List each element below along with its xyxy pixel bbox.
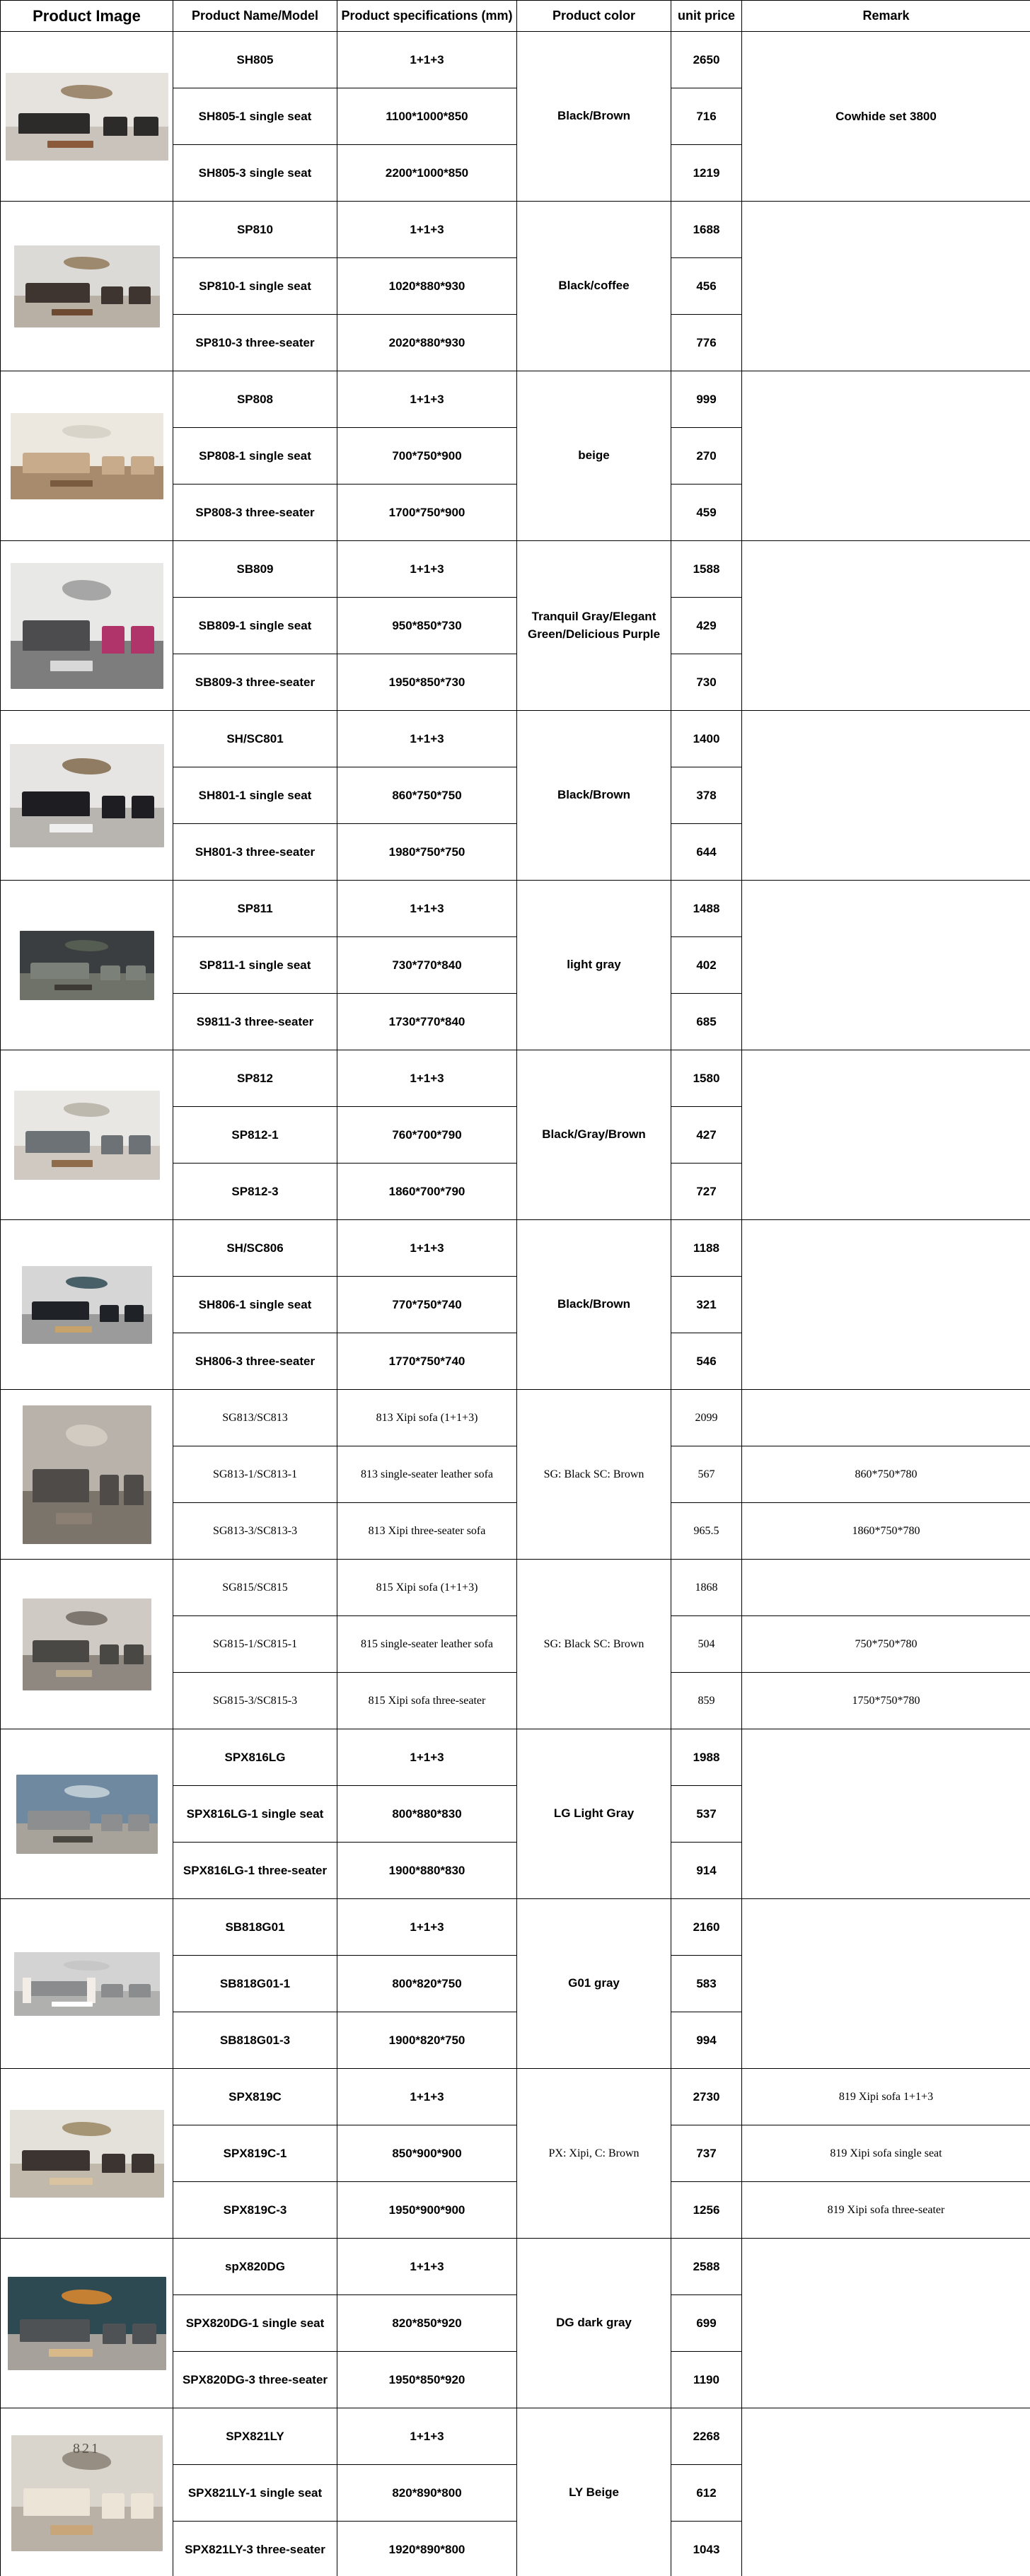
sofa-set-photo (11, 2435, 163, 2551)
product-spec: 730*770*840 (337, 937, 517, 994)
product-image-cell (1, 711, 173, 881)
product-spec: 1900*880*830 (337, 1843, 517, 1899)
single-seat-sofa (131, 2493, 154, 2519)
product-spec: 1+1+3 (337, 371, 517, 428)
sofa-armrest (23, 1978, 31, 2003)
unit-price: 914 (671, 1843, 742, 1899)
three-seater-sofa (33, 1469, 89, 1502)
product-spec: 950*850*730 (337, 598, 517, 654)
single-seat-sofa (129, 286, 151, 305)
remark (742, 711, 1030, 881)
unit-price: 456 (671, 258, 742, 315)
product-name: SG813-3/SC813-3 (173, 1503, 337, 1560)
sofa-set-photo (6, 73, 168, 161)
single-seat-sofa (126, 965, 146, 981)
single-seat-sofa (124, 1475, 143, 1505)
product-name: SH805 (173, 32, 337, 88)
product-color: SG: Black SC: Brown (517, 1390, 671, 1560)
coffee-table (50, 2525, 93, 2534)
product-spec: 1730*770*840 (337, 994, 517, 1050)
product-name: SB809-1 single seat (173, 598, 337, 654)
product-spec: 1770*750*740 (337, 1333, 517, 1390)
product-image-cell (1, 1050, 173, 1220)
sofa-set-photo (11, 413, 163, 499)
table-row (1, 1390, 1030, 1446)
product-spec: 1100*1000*850 (337, 88, 517, 145)
product-image-cell (1, 32, 173, 202)
table-row (1, 32, 1030, 88)
unit-price: 427 (671, 1107, 742, 1164)
product-spec: 820*890*800 (337, 2465, 517, 2522)
coffee-table (56, 1670, 92, 1677)
product-name: SH805-1 single seat (173, 88, 337, 145)
coffee-table (47, 141, 93, 148)
unit-price: 1588 (671, 541, 742, 598)
single-seat-sofa (100, 1644, 119, 1665)
product-spec: 1+1+3 (337, 2069, 517, 2125)
product-image-cell (1, 2069, 173, 2239)
table-row (1, 2069, 1030, 2125)
product-image-cell (1, 1899, 173, 2069)
unit-price: 1400 (671, 711, 742, 767)
product-spec: 1+1+3 (337, 202, 517, 258)
remark (742, 541, 1030, 711)
product-spec: 1+1+3 (337, 2239, 517, 2295)
remark: 819 Xipi sofa 1+1+3 (742, 2069, 1030, 2125)
single-seat-sofa (132, 2154, 155, 2173)
single-seat-sofa (100, 965, 121, 981)
product-spec: 1+1+3 (337, 1050, 517, 1107)
three-seater-sofa (28, 1811, 90, 1830)
table-row (1, 1050, 1030, 1107)
product-name: SP811 (173, 881, 337, 937)
remark: 819 Xipi sofa single seat (742, 2125, 1030, 2182)
product-name: SP810-3 three-seater (173, 315, 337, 371)
table-row (1, 711, 1030, 767)
unit-price: 859 (671, 1673, 742, 1729)
product-spec: 700*750*900 (337, 428, 517, 485)
unit-price: 2160 (671, 1899, 742, 1956)
product-spec: 813 Xipi three-seater sofa (337, 1503, 517, 1560)
product-image-cell (1, 2239, 173, 2408)
sofa-set-photo (23, 1405, 151, 1544)
coffee-table (52, 1160, 93, 1167)
single-seat-sofa (102, 2154, 125, 2173)
single-seat-sofa (101, 1814, 122, 1832)
product-image-cell (1, 881, 173, 1050)
remark (742, 371, 1030, 541)
product-color: Black/Brown (517, 32, 671, 202)
unit-price: 699 (671, 2295, 742, 2352)
single-seat-sofa (128, 1814, 149, 1832)
unit-price: 644 (671, 824, 742, 881)
three-seater-sofa (18, 113, 90, 134)
product-name: SG813-1/SC813-1 (173, 1446, 337, 1503)
product-image-cell (1, 1560, 173, 1729)
product-spec: 1+1+3 (337, 32, 517, 88)
product-spec: 2020*880*930 (337, 315, 517, 371)
three-seater-sofa (30, 963, 90, 980)
table-row (1, 2239, 1030, 2295)
photo-model-number: 821 (73, 2440, 100, 2456)
coffee-table (54, 985, 92, 990)
header-unit-price: unit price (671, 1, 742, 32)
product-name: SP810-1 single seat (173, 258, 337, 315)
product-spec: 1950*900*900 (337, 2182, 517, 2239)
product-name: SPX821LY-3 three-seater (173, 2522, 337, 2576)
single-seat-sofa (132, 796, 155, 818)
coffee-table (52, 2002, 93, 2007)
remark: 819 Xipi sofa three-seater (742, 2182, 1030, 2239)
table-row (1, 1899, 1030, 1956)
product-name: SG815-1/SC815-1 (173, 1616, 337, 1673)
product-name: SG815/SC815 (173, 1560, 337, 1616)
product-image-cell (1, 371, 173, 541)
unit-price: 1043 (671, 2522, 742, 2576)
single-seat-sofa (102, 626, 125, 654)
sofa-set-photo (14, 1091, 160, 1180)
header-product-color: Product color (517, 1, 671, 32)
product-name: SPX819C-1 (173, 2125, 337, 2182)
unit-price: 1188 (671, 1220, 742, 1277)
unit-price: 965.5 (671, 1503, 742, 1560)
remark: 750*750*780 (742, 1616, 1030, 1673)
product-color: G01 gray (517, 1899, 671, 2069)
unit-price: 716 (671, 88, 742, 145)
product-name: SB818G01 (173, 1899, 337, 1956)
unit-price: 776 (671, 315, 742, 371)
product-name: spX820DG (173, 2239, 337, 2295)
unit-price: 504 (671, 1616, 742, 1673)
product-name: SB809 (173, 541, 337, 598)
product-spec: 1+1+3 (337, 2408, 517, 2465)
three-seater-sofa (25, 1981, 90, 1997)
coffee-table (52, 309, 93, 315)
coffee-table (49, 2349, 93, 2357)
coffee-table (56, 1513, 92, 1524)
product-spec: 1950*850*730 (337, 654, 517, 711)
product-name: SB809-3 three-seater (173, 654, 337, 711)
unit-price: 546 (671, 1333, 742, 1390)
three-seater-sofa (23, 620, 90, 651)
sofa-armrest (87, 1978, 96, 2003)
product-name: SPX816LG-1 single seat (173, 1786, 337, 1843)
product-color: Black/coffee (517, 202, 671, 371)
unit-price: 402 (671, 937, 742, 994)
product-name: SP808 (173, 371, 337, 428)
product-name: S9811-3 three-seater (173, 994, 337, 1050)
table-row (1, 541, 1030, 598)
single-seat-sofa (101, 1984, 123, 1998)
product-color: SG: Black SC: Brown (517, 1560, 671, 1729)
product-name: SH/SC806 (173, 1220, 337, 1277)
product-spec: 813 single-seater leather sofa (337, 1446, 517, 1503)
sofa-set-photo (10, 744, 164, 847)
remark: 1750*750*780 (742, 1673, 1030, 1729)
product-color: LY Beige (517, 2408, 671, 2576)
product-spec: 1020*880*930 (337, 258, 517, 315)
single-seat-sofa (125, 1305, 144, 1322)
unit-price: 2099 (671, 1390, 742, 1446)
product-color: Tranquil Gray/Elegant Green/Delicious Purple (517, 541, 671, 711)
unit-price: 2588 (671, 2239, 742, 2295)
unit-price: 459 (671, 485, 742, 541)
unit-price: 583 (671, 1956, 742, 2012)
product-name: SPX821LY (173, 2408, 337, 2465)
table-row (1, 1220, 1030, 1277)
table-row (1, 371, 1030, 428)
product-spec: 1+1+3 (337, 881, 517, 937)
sofa-set-photo (16, 1775, 158, 1854)
unit-price: 2650 (671, 32, 742, 88)
product-spec: 860*750*750 (337, 767, 517, 824)
product-name: SPX819C (173, 2069, 337, 2125)
unit-price: 1688 (671, 202, 742, 258)
three-seater-sofa (23, 2488, 90, 2516)
product-spec: 770*750*740 (337, 1277, 517, 1333)
product-spec: 1+1+3 (337, 1729, 517, 1786)
product-name: SP812-1 (173, 1107, 337, 1164)
single-seat-sofa (102, 796, 125, 818)
header-remark: Remark (742, 1, 1030, 32)
product-name: SPX820DG-1 single seat (173, 2295, 337, 2352)
unit-price: 999 (671, 371, 742, 428)
single-seat-sofa (102, 2493, 125, 2519)
three-seater-sofa (22, 791, 90, 816)
unit-price: 1256 (671, 2182, 742, 2239)
coffee-table (50, 824, 93, 832)
unit-price: 685 (671, 994, 742, 1050)
product-name: SP812-3 (173, 1164, 337, 1220)
product-name: SP810 (173, 202, 337, 258)
unit-price: 1988 (671, 1729, 742, 1786)
product-name: SB818G01-3 (173, 2012, 337, 2069)
product-name: SB818G01-1 (173, 1956, 337, 2012)
product-spec: 800*820*750 (337, 1956, 517, 2012)
product-image-cell (1, 1220, 173, 1390)
product-name: SPX820DG-3 three-seater (173, 2352, 337, 2408)
remark (742, 1050, 1030, 1220)
product-color: LG Light Gray (517, 1729, 671, 1899)
unit-price: 737 (671, 2125, 742, 2182)
three-seater-sofa (20, 2319, 90, 2342)
product-name: SP811-1 single seat (173, 937, 337, 994)
single-seat-sofa (124, 1644, 143, 1665)
single-seat-sofa (101, 286, 123, 305)
remark (742, 1729, 1030, 1899)
single-seat-sofa (103, 2323, 127, 2344)
product-spec: 820*850*920 (337, 2295, 517, 2352)
product-spec: 813 Xipi sofa (1+1+3) (337, 1390, 517, 1446)
single-seat-sofa (132, 2323, 156, 2344)
product-spec: 1+1+3 (337, 1899, 517, 1956)
unit-price: 2268 (671, 2408, 742, 2465)
product-spec: 760*700*790 (337, 1107, 517, 1164)
product-spec: 815 Xipi sofa (1+1+3) (337, 1560, 517, 1616)
product-spec: 1+1+3 (337, 711, 517, 767)
product-name: SPX821LY-1 single seat (173, 2465, 337, 2522)
sofa-set-photo (14, 1952, 160, 2016)
header-product-spec: Product specifications (mm) (337, 1, 517, 32)
unit-price: 1190 (671, 2352, 742, 2408)
unit-price: 1219 (671, 145, 742, 202)
three-seater-sofa (33, 1640, 89, 1662)
product-spec: 815 single-seater leather sofa (337, 1616, 517, 1673)
unit-price: 612 (671, 2465, 742, 2522)
remark: 1860*750*780 (742, 1503, 1030, 1560)
product-spec: 1950*850*920 (337, 2352, 517, 2408)
sofa-set-photo (11, 563, 163, 689)
remark: Cowhide set 3800 (742, 32, 1030, 202)
product-color: beige (517, 371, 671, 541)
sofa-set-photo (20, 931, 154, 1000)
sofa-set-photo (23, 1599, 151, 1690)
single-seat-sofa (100, 1305, 120, 1322)
product-color: Black/Brown (517, 1220, 671, 1390)
single-seat-sofa (102, 456, 125, 475)
product-image-cell (1, 1390, 173, 1560)
product-color: light gray (517, 881, 671, 1050)
single-seat-sofa (129, 1135, 151, 1155)
header-product-name: Product Name/Model (173, 1, 337, 32)
product-name: SPX819C-3 (173, 2182, 337, 2239)
product-name: SH806-1 single seat (173, 1277, 337, 1333)
coffee-table (55, 1326, 92, 1333)
three-seater-sofa (25, 283, 90, 303)
product-spec: 815 Xipi sofa three-seater (337, 1673, 517, 1729)
unit-price: 567 (671, 1446, 742, 1503)
three-seater-sofa (25, 1131, 90, 1152)
table-row (1, 1729, 1030, 1786)
unit-price: 727 (671, 1164, 742, 1220)
sofa-set-photo (8, 2277, 166, 2370)
product-image-cell (1, 1729, 173, 1899)
unit-price: 537 (671, 1786, 742, 1843)
unit-price: 378 (671, 767, 742, 824)
remark (742, 1899, 1030, 2069)
table-row (1, 1560, 1030, 1616)
product-name: SP812 (173, 1050, 337, 1107)
single-seat-sofa (134, 117, 158, 136)
product-image-cell (1, 202, 173, 371)
product-image-cell (1, 541, 173, 711)
coffee-table (50, 480, 93, 487)
product-name: SH805-3 single seat (173, 145, 337, 202)
unit-price: 994 (671, 2012, 742, 2069)
single-seat-sofa (131, 626, 154, 654)
product-image-cell (1, 2408, 173, 2576)
product-name: SH801-1 single seat (173, 767, 337, 824)
product-color: PX: Xipi, C: Brown (517, 2069, 671, 2239)
single-seat-sofa (103, 117, 128, 136)
remark (742, 2239, 1030, 2408)
product-spec: 1700*750*900 (337, 485, 517, 541)
product-name: SG813/SC813 (173, 1390, 337, 1446)
product-color: Black/Brown (517, 711, 671, 881)
single-seat-sofa (101, 1135, 123, 1155)
product-name: SG815-3/SC815-3 (173, 1673, 337, 1729)
product-spec: 1900*820*750 (337, 2012, 517, 2069)
single-seat-sofa (100, 1475, 119, 1505)
remark (742, 1390, 1030, 1446)
remark (742, 1560, 1030, 1616)
unit-price: 1868 (671, 1560, 742, 1616)
remark (742, 202, 1030, 371)
product-color: Black/Gray/Brown (517, 1050, 671, 1220)
single-seat-sofa (131, 456, 154, 475)
product-spec: 1860*700*790 (337, 1164, 517, 1220)
three-seater-sofa (22, 2150, 90, 2171)
coffee-table (50, 661, 93, 671)
sofa-set-photo (22, 1266, 152, 1344)
three-seater-sofa (32, 1301, 89, 1320)
product-spec: 2200*1000*850 (337, 145, 517, 202)
coffee-table (53, 1836, 93, 1843)
product-name: SP808-1 single seat (173, 428, 337, 485)
product-spec: 1980*750*750 (337, 824, 517, 881)
product-name: SH/SC801 (173, 711, 337, 767)
unit-price: 429 (671, 598, 742, 654)
table-row (1, 881, 1030, 937)
unit-price: 270 (671, 428, 742, 485)
unit-price: 2730 (671, 2069, 742, 2125)
remark (742, 2408, 1030, 2576)
product-spec: 1+1+3 (337, 1220, 517, 1277)
sofa-set-photo (10, 2110, 164, 2198)
product-name: SPX816LG (173, 1729, 337, 1786)
product-spec: 1920*890*800 (337, 2522, 517, 2576)
unit-price: 1488 (671, 881, 742, 937)
remark (742, 1220, 1030, 1390)
product-name: SH806-3 three-seater (173, 1333, 337, 1390)
unit-price: 1580 (671, 1050, 742, 1107)
product-name: SH801-3 three-seater (173, 824, 337, 881)
table-row (1, 2408, 1030, 2465)
product-spec: 800*880*830 (337, 1786, 517, 1843)
product-spec: 1+1+3 (337, 541, 517, 598)
product-name: SP808-3 three-seater (173, 485, 337, 541)
product-spec: 850*900*900 (337, 2125, 517, 2182)
product-name: SPX816LG-1 three-seater (173, 1843, 337, 1899)
header-row (1, 1, 1030, 32)
header-product-image: Product Image (1, 1, 173, 32)
three-seater-sofa (23, 453, 90, 473)
unit-price: 321 (671, 1277, 742, 1333)
unit-price: 730 (671, 654, 742, 711)
remark: 860*750*780 (742, 1446, 1030, 1503)
remark (742, 881, 1030, 1050)
table-row (1, 202, 1030, 258)
coffee-table (50, 2178, 93, 2185)
sofa-set-photo (14, 245, 160, 327)
product-color: DG dark gray (517, 2239, 671, 2408)
single-seat-sofa (129, 1984, 151, 1998)
